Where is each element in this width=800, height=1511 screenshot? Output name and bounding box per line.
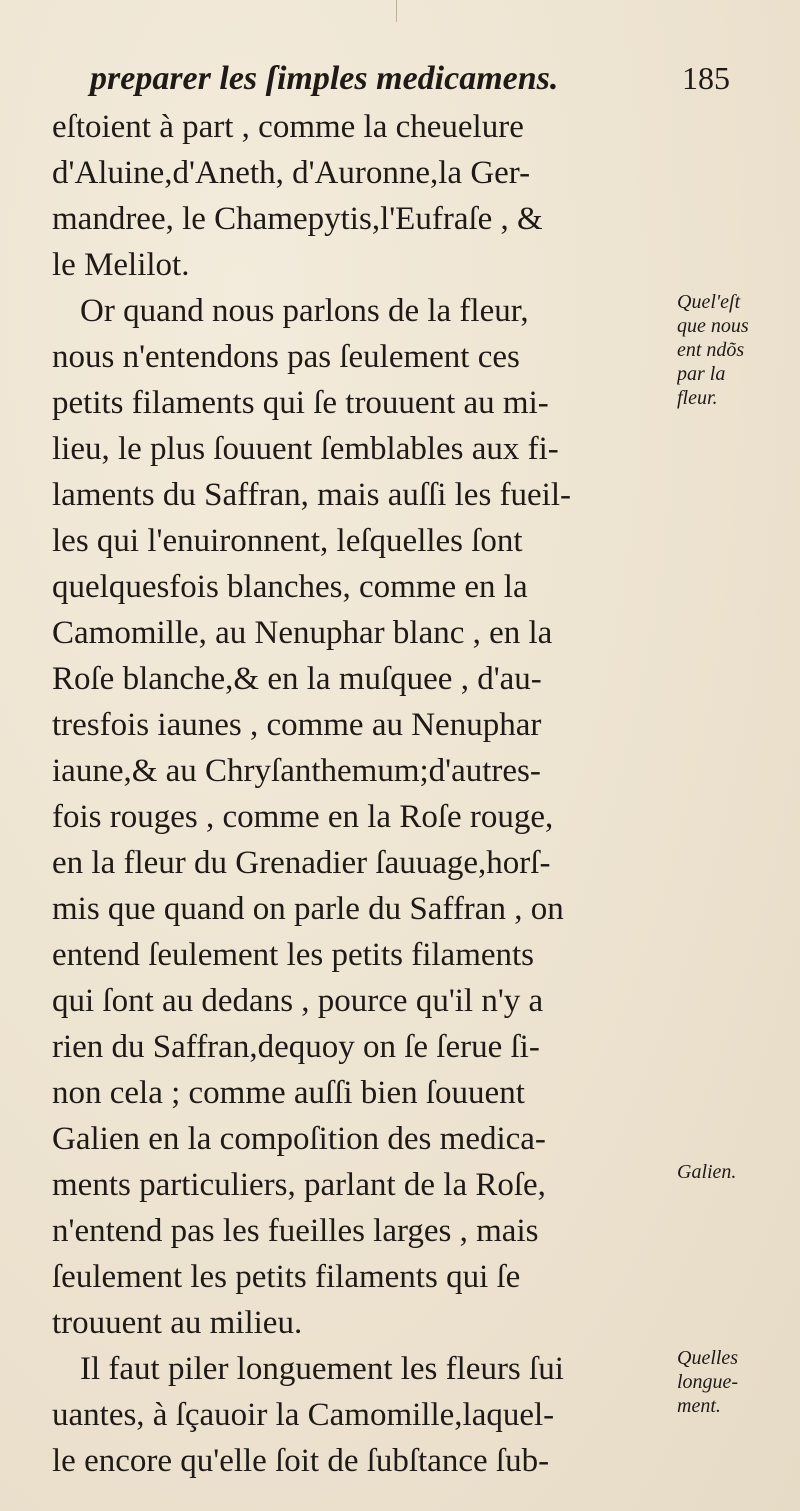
text-line: petits filaments qui ſe trouuent au mi- bbox=[52, 385, 549, 421]
text-line: quelquesfois blanches, comme en la bbox=[52, 569, 528, 605]
text-line: d'Aluine,d'Aneth, d'Auronne,la Ger- bbox=[52, 155, 531, 191]
text-line: les qui l'enuironnent, leſquelles ſont bbox=[52, 523, 523, 559]
text-line: en la fleur du Grenadier ſauuage,horſ- bbox=[52, 845, 551, 881]
body-text bbox=[52, 104, 668, 1484]
text-line: tresfois iaunes , comme au Nenuphar bbox=[52, 707, 542, 743]
text-line: n'entend pas les fueilles larges , mais bbox=[52, 1213, 539, 1249]
text-line: eſtoient à part , comme la cheuelure bbox=[52, 109, 524, 145]
text-line: entend ſeulement les petits filaments bbox=[52, 937, 535, 973]
margin-note-line: fleur. bbox=[677, 387, 718, 409]
text-line: nous n'entendons pas ſeulement ces bbox=[52, 339, 520, 375]
text-line: qui ſont au dedans , pource qu'il n'y a bbox=[52, 983, 544, 1019]
margin-note-line: Quelles bbox=[677, 1347, 739, 1369]
margin-note-galien bbox=[677, 1160, 795, 1184]
text-line: ſeulement les petits filaments qui ſe bbox=[52, 1259, 521, 1295]
text-line: ments particuliers, parlant de la Roſe, bbox=[52, 1167, 546, 1203]
page-header bbox=[90, 60, 730, 110]
margin-note-line: par la bbox=[677, 363, 726, 385]
text-line: rien du Saffran,dequoy on ſe ſerue ſi- bbox=[52, 1029, 540, 1065]
paragraph-start-line: Or quand nous parlons de la fleur, bbox=[80, 293, 529, 329]
text-line: mandree, le Chamepytis,l'Eufraſe , & bbox=[52, 201, 543, 237]
text-line: Camomille, au Nenuphar blanc , en la bbox=[52, 615, 553, 651]
text-line: lieu, le plus ſouuent ſemblables aux fi- bbox=[52, 431, 559, 467]
paragraph-start-line: Il faut piler longuement les fleurs ſui bbox=[80, 1351, 564, 1387]
text-line: le Melilot. bbox=[52, 247, 190, 283]
text-line: laments du Saffran, mais auſſi les fueil- bbox=[52, 477, 572, 513]
text-line: mis que quand on parle du Saffran , on bbox=[52, 891, 564, 927]
text-line: iaune,& au Chryſanthemum;d'autres- bbox=[52, 753, 541, 789]
margin-note-line: longue- bbox=[677, 1371, 739, 1393]
running-title: preparer les ſimples medicamens. bbox=[90, 60, 559, 97]
text-line: non cela ; comme auſſi bien ſouuent bbox=[52, 1075, 525, 1111]
text-line: Roſe blanche,& en la muſquee , d'au- bbox=[52, 661, 542, 697]
text-line: Galien en la compoſition des medica- bbox=[52, 1121, 546, 1157]
margin-note-quelles bbox=[677, 1346, 795, 1418]
margin-note-fleur bbox=[677, 290, 795, 410]
margin-note-line: ment. bbox=[677, 1395, 721, 1417]
text-line: le encore qu'elle ſoit de ſubſtance ſub- bbox=[52, 1443, 550, 1479]
page-number: 185 bbox=[682, 60, 730, 96]
top-hairline bbox=[396, 0, 397, 22]
margin-note-line: ent ndõs bbox=[677, 339, 745, 361]
margin-note-line: Quel'eſt bbox=[677, 291, 741, 313]
text-line: trouuent au milieu. bbox=[52, 1305, 303, 1341]
margin-note-line: Galien. bbox=[677, 1161, 737, 1183]
margin-note-line: que nous bbox=[677, 315, 749, 337]
text-line: uantes, à ſçauoir la Camomille,laquel- bbox=[52, 1397, 555, 1433]
text-line: fois rouges , comme en la Roſe rouge, bbox=[52, 799, 554, 835]
